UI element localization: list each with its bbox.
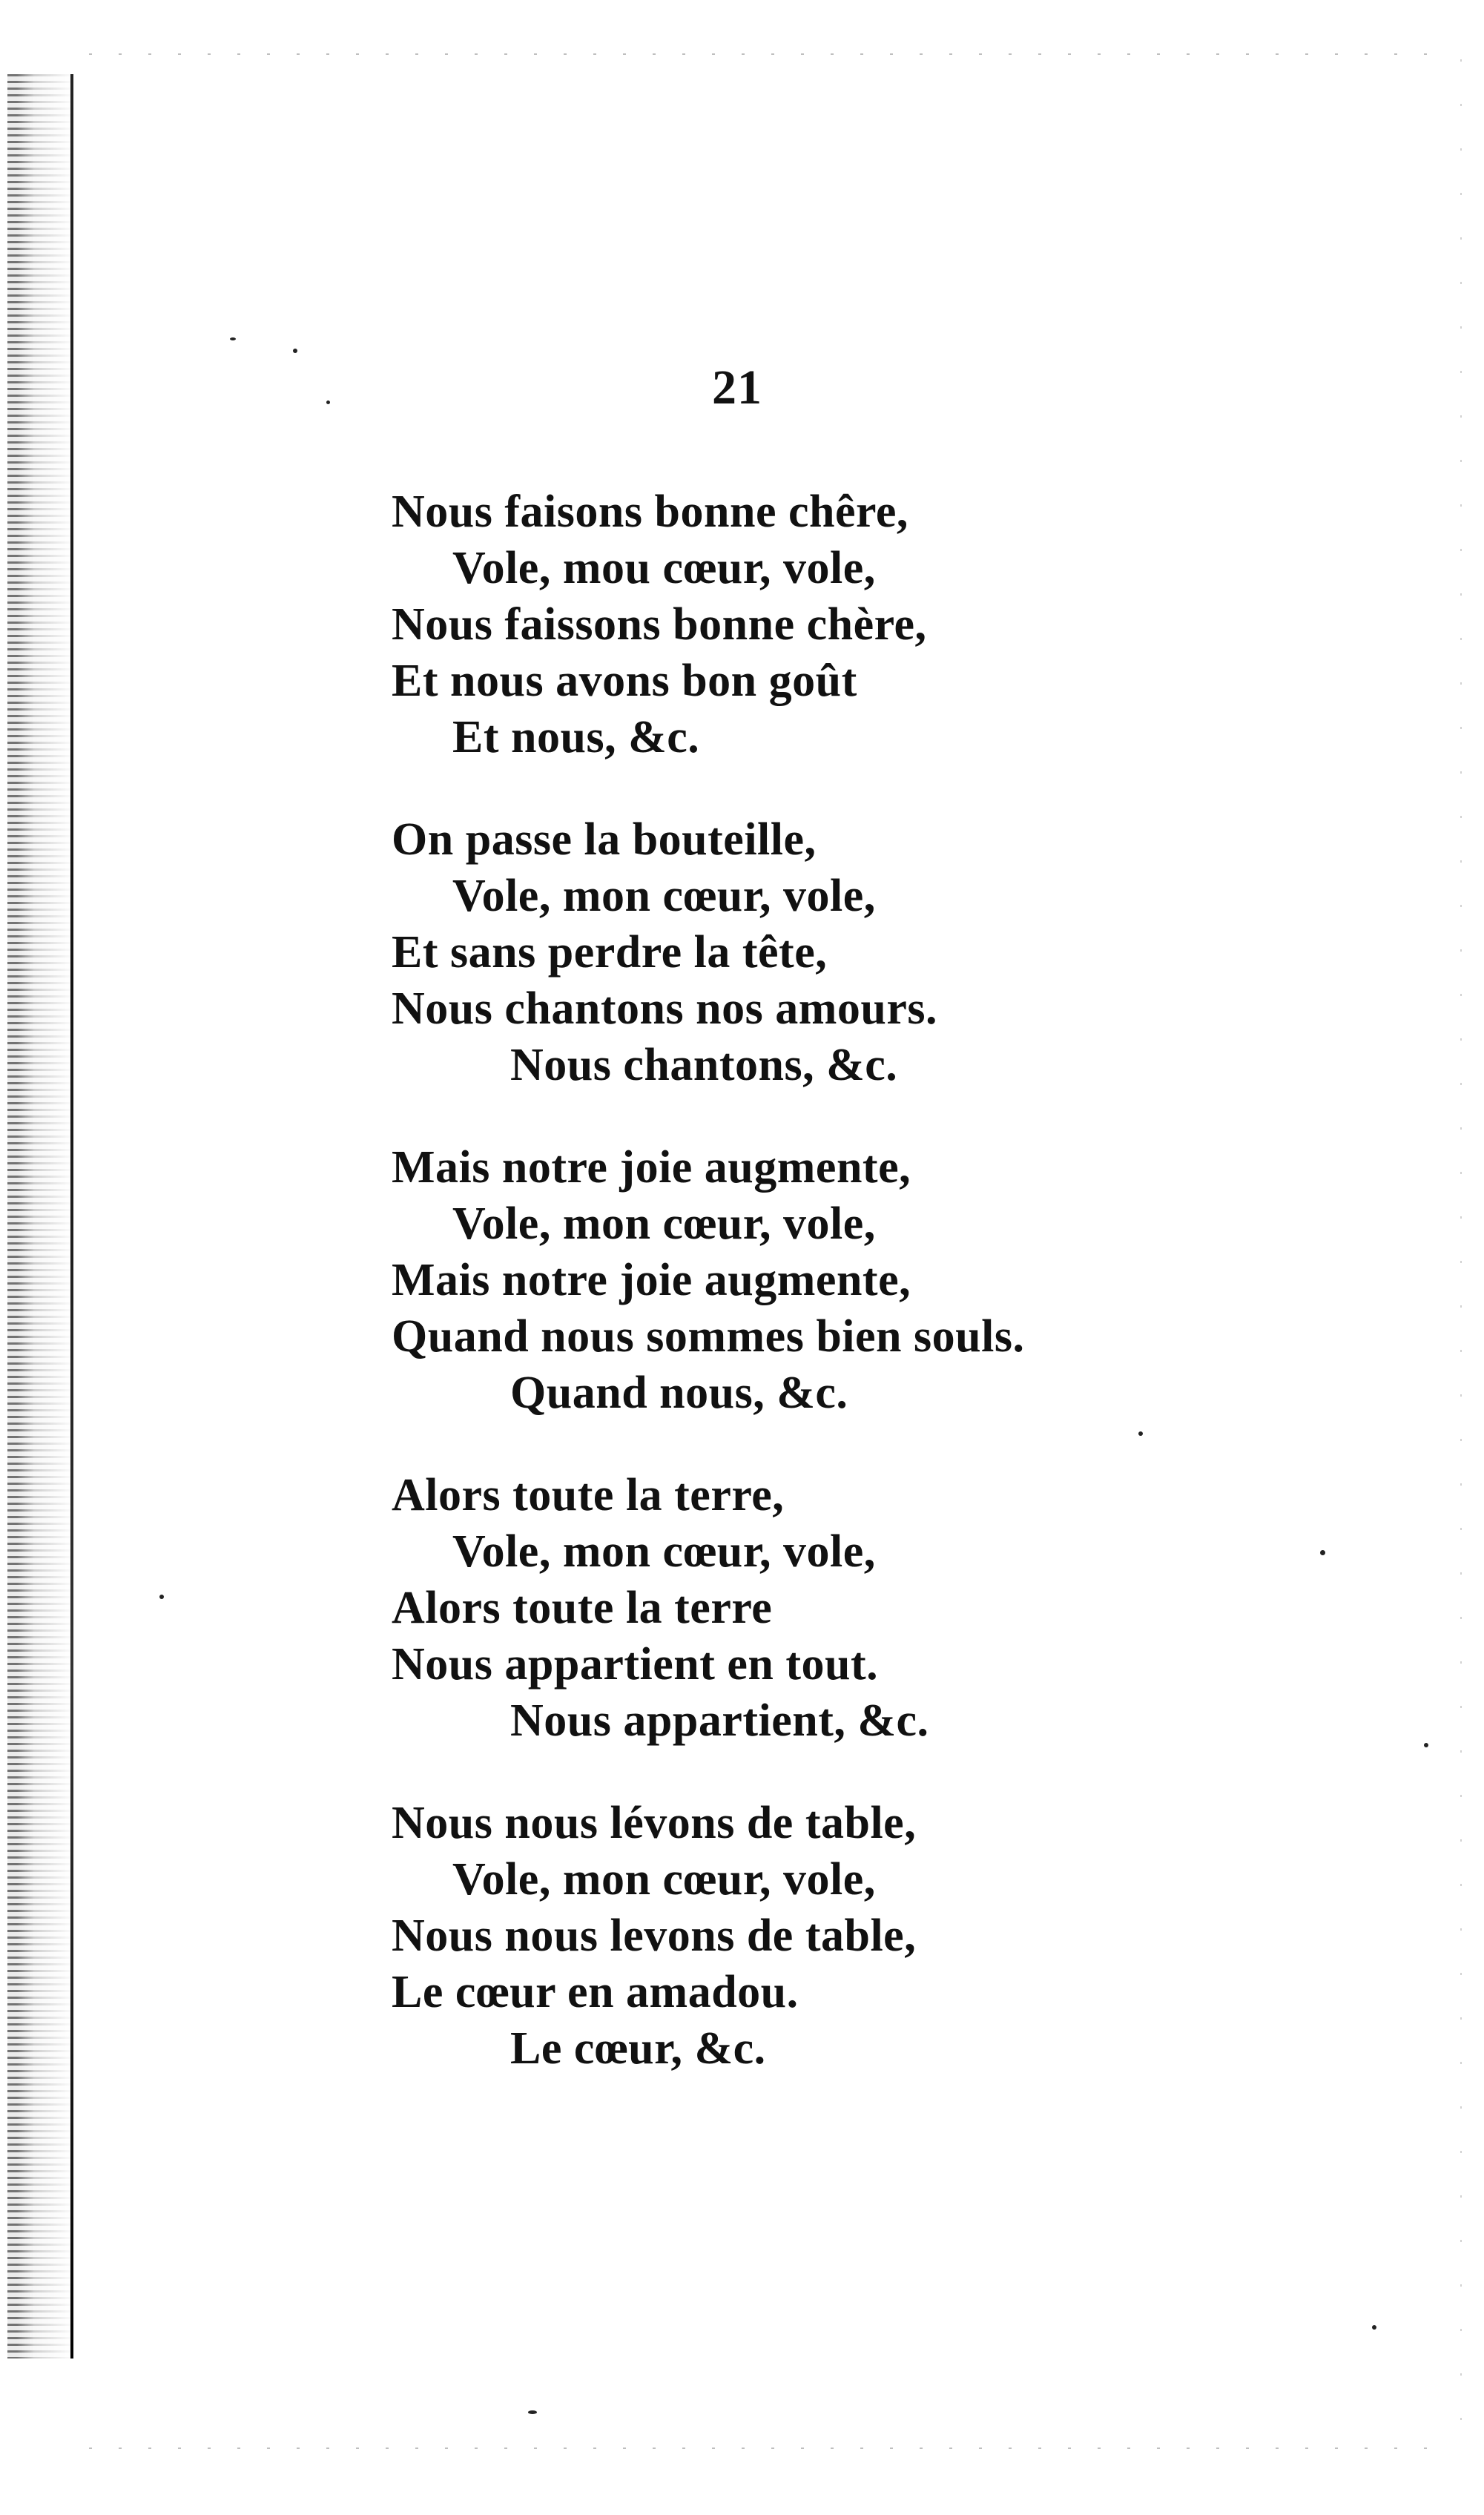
stanza-2 xyxy=(392,811,1430,1093)
verse-line: Vole, mou cœur, vole, xyxy=(452,543,876,593)
verse-line: Nous chantons nos amours. xyxy=(392,983,938,1034)
verse-line: Vole, mon cœur, vole, xyxy=(452,1199,876,1249)
verse-line: Nous faissons bonne chère, xyxy=(392,599,927,650)
refrain-line: Nous chantons, &c. xyxy=(510,1040,898,1090)
verse-line: Et nous avons bon goût xyxy=(392,656,857,706)
refrain-line: Le cœur, &c. xyxy=(510,2023,766,2074)
verse-line: Nous appartient en tout. xyxy=(392,1639,879,1690)
verse-line: Vole, mon cœur, vole, xyxy=(452,1854,876,1905)
stanza-3 xyxy=(392,1139,1430,1421)
scan-speck xyxy=(528,2410,537,2414)
refrain-line: Quand nous, &c. xyxy=(510,1368,848,1418)
verse-line: On passe la bouteille, xyxy=(392,814,817,865)
binding-edge xyxy=(7,74,74,2359)
verse-line: Alors toute la terre xyxy=(392,1583,773,1633)
right-scan-edge xyxy=(1460,59,1462,2448)
verse-line: Quand nous sommes bien souls. xyxy=(392,1311,1025,1362)
binding-line xyxy=(70,74,73,2359)
scan-speck xyxy=(159,1595,164,1599)
scan-speck xyxy=(1372,2325,1376,2330)
verse-line: Nous faisons bonne chêre, xyxy=(392,487,908,537)
stanza-5 xyxy=(392,1795,1430,2077)
verse-line: Mais notre joie augmente, xyxy=(392,1255,911,1305)
verse-line: Mais notre joie augmente, xyxy=(392,1142,911,1193)
refrain-line: Et nous, &c. xyxy=(452,712,700,762)
stanza-4 xyxy=(392,1467,1430,1749)
verse-line: Le cœur en amadou. xyxy=(392,1967,799,2017)
refrain-line: Nous appartient, &c. xyxy=(510,1695,929,1746)
verse-line: Alors toute la terre, xyxy=(392,1470,785,1520)
scan-speck xyxy=(326,401,330,404)
verse-line: Nous nous lévons de table, xyxy=(392,1798,917,1848)
verse-line: Nous nous levons de table, xyxy=(392,1911,917,1961)
song-text xyxy=(392,484,1430,2123)
bottom-scan-noise xyxy=(89,2448,1440,2449)
verse-line: Vole, mon cœur, vole, xyxy=(452,1526,876,1577)
scan-speck xyxy=(230,337,236,340)
verse-line: Vole, mon cœur, vole, xyxy=(452,871,876,921)
top-scan-noise xyxy=(89,53,1440,55)
scan-speck xyxy=(293,349,297,353)
stanza-1 xyxy=(392,484,1430,765)
page-number: 21 xyxy=(712,360,762,415)
verse-line: Et sans perdre la tête, xyxy=(392,927,828,978)
